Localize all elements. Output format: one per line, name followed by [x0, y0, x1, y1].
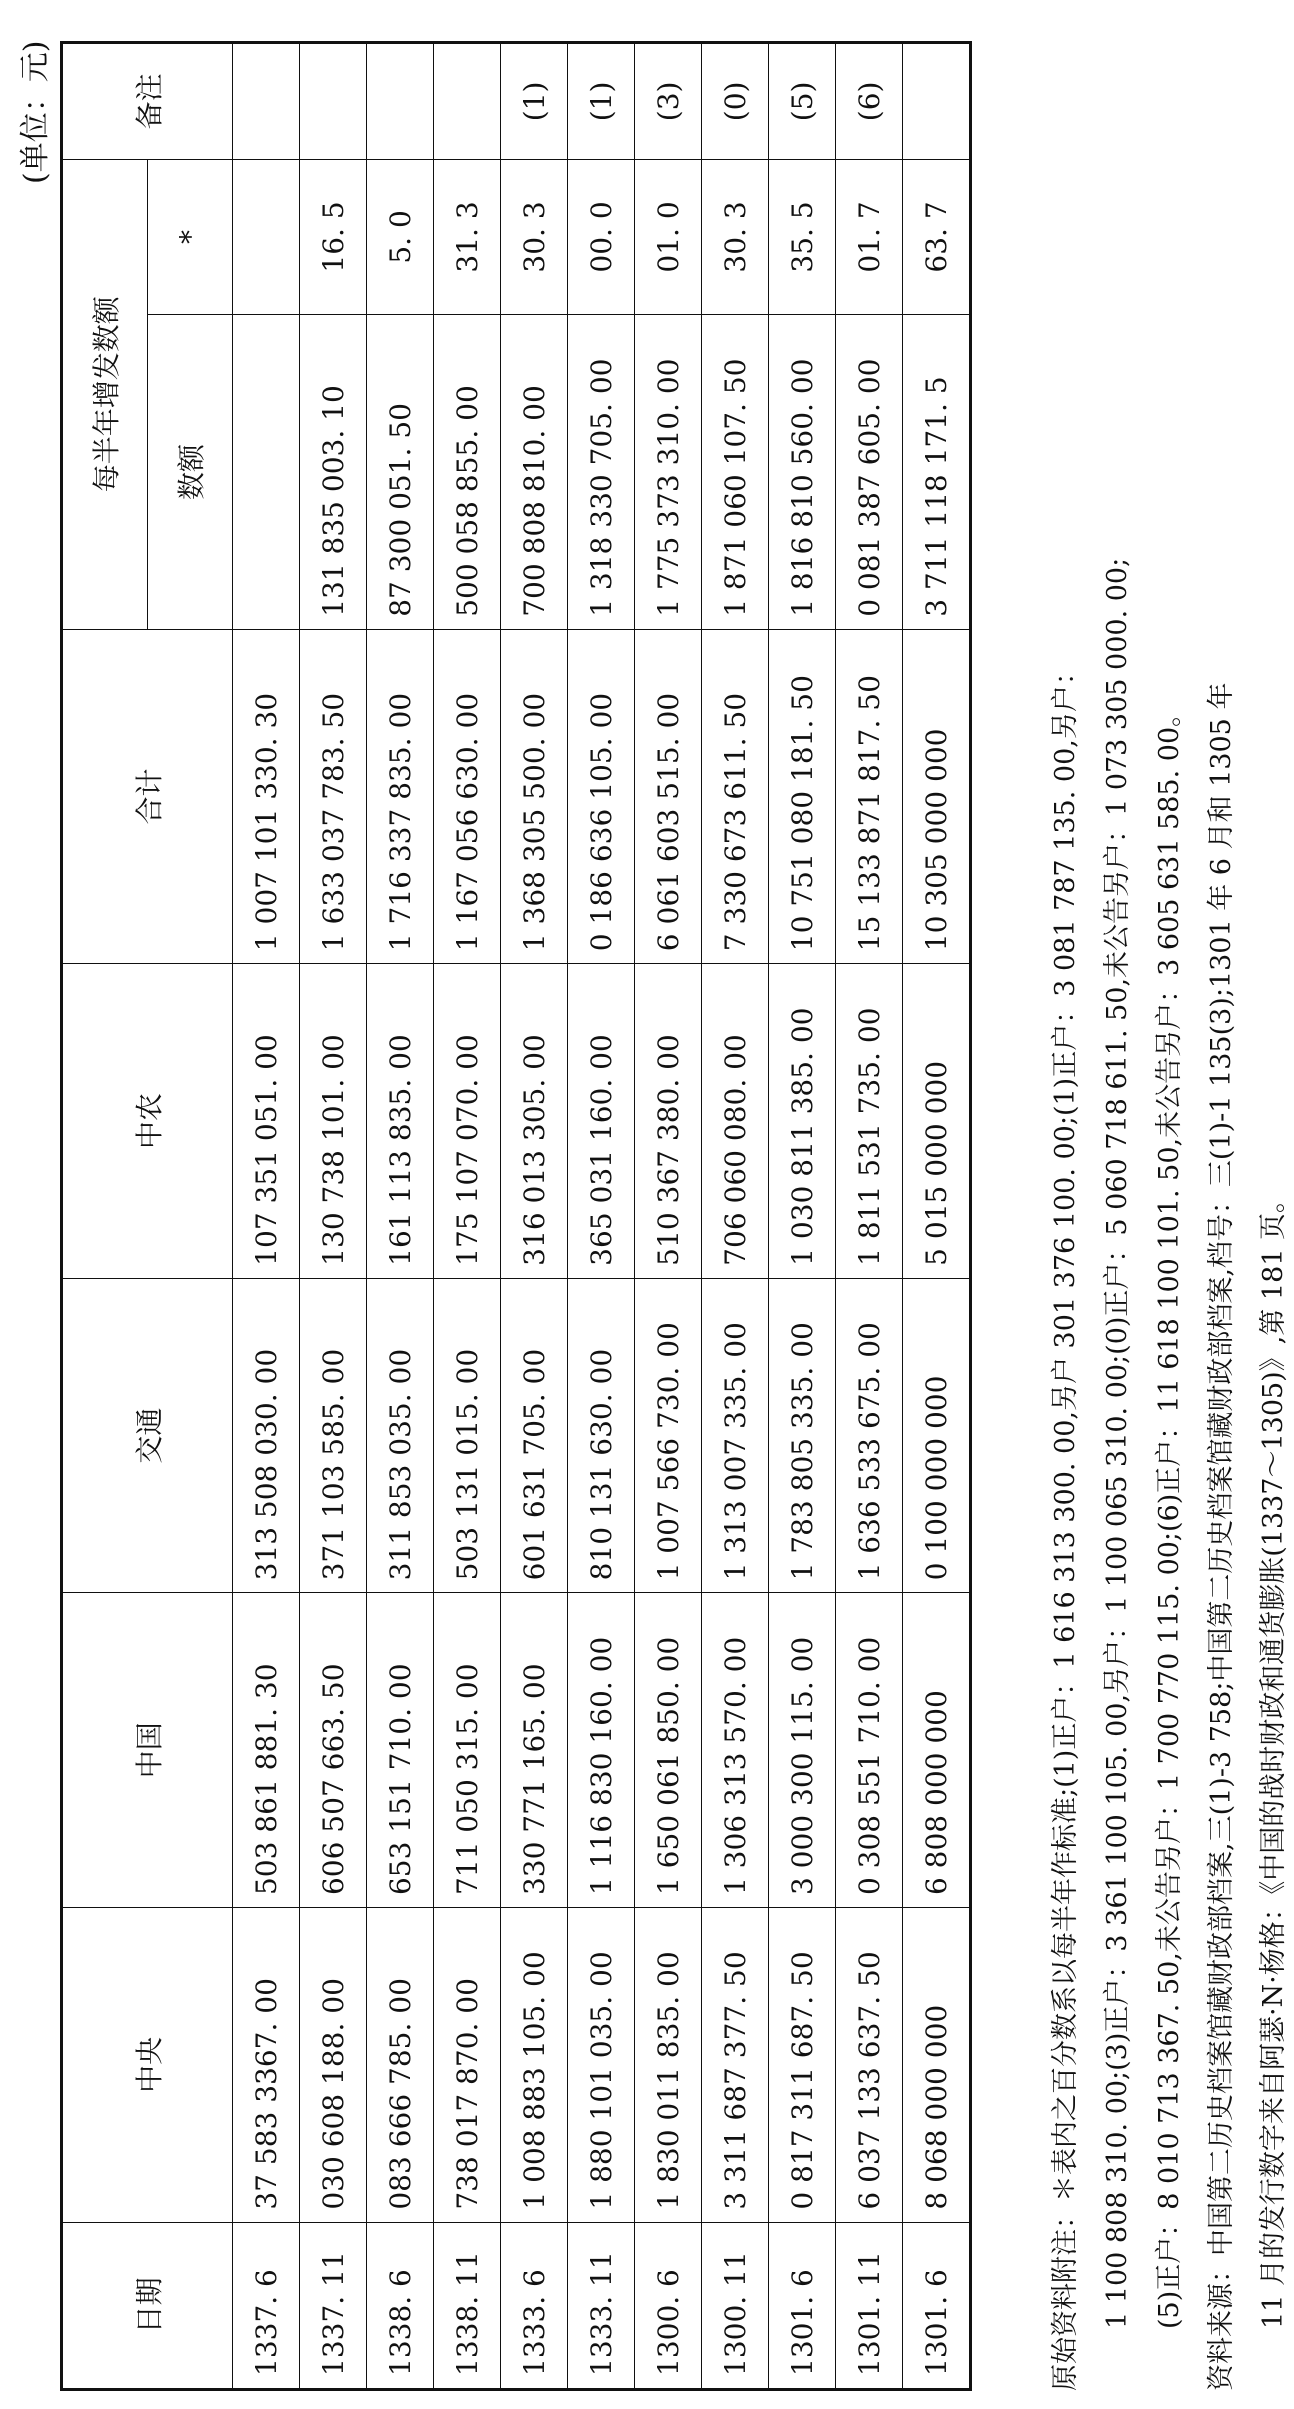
cell-remarks: (1)	[568, 43, 635, 160]
source-line: 11 月的发行数字来自阿瑟·N·杨格：《中国的战时财政和通货膨胀(1337～1305)》,第 181 页。	[1258, 1185, 1289, 2329]
cell-central: 8 068 000 000	[903, 1908, 971, 2223]
cell-amount: 1 871 060 107. 50	[702, 315, 769, 630]
cell-central: 1 880 101 035. 00	[568, 1908, 635, 2223]
cell-communications: 0 100 000 000	[903, 1278, 971, 1593]
unit-label: (单位：元)	[18, 40, 53, 184]
cell-percent: 01. 7	[836, 159, 903, 314]
table-row	[769, 43, 836, 2390]
cell-china: 6 808 000 000	[903, 1593, 971, 1908]
cell-amount: 700 808 810. 00	[501, 315, 568, 630]
header-central: 中央	[62, 1908, 233, 2223]
cell-communications: 1 313 007 335. 00	[702, 1278, 769, 1593]
cell-total: 15 133 871 817. 50	[836, 629, 903, 963]
cell-communications: 810 131 630. 00	[568, 1278, 635, 1593]
table-row	[903, 43, 971, 2390]
cell-percent: 31. 3	[434, 159, 501, 314]
cell-total: 0 186 636 105. 00	[568, 629, 635, 963]
cell-total: 10 305 000 000	[903, 629, 971, 963]
cell-remarks	[434, 43, 501, 160]
cell-total: 1 167 056 630. 00	[434, 629, 501, 963]
header-percent: *	[148, 159, 233, 314]
cell-percent: 5. 0	[367, 159, 434, 314]
cell-amount: 0 081 387 605. 00	[836, 315, 903, 630]
cell-central: 0 817 311 687. 50	[769, 1908, 836, 2223]
cell-central: 030 608 188. 00	[300, 1908, 367, 2223]
cell-china: 606 507 663. 50	[300, 1593, 367, 1908]
footnote-line: 1 100 808 310. 00;(3)正户：3 361 100 105. 00,另户：1 100 065 310. 00;(0)正户：5 060 718 611. 50,未公告另户：1 073 305 000. 00;	[1102, 557, 1133, 2329]
cell-total: 1 716 337 835. 00	[367, 629, 434, 963]
cell-amount: 131 835 003. 10	[300, 315, 367, 630]
cell-remarks: (0)	[702, 43, 769, 160]
cell-remarks: (1)	[501, 43, 568, 160]
cell-amount	[233, 315, 300, 630]
cell-amount: 1 318 330 705. 00	[568, 315, 635, 630]
cell-farmers: 365 031 160. 00	[568, 964, 635, 1279]
cell-date: 1337. 11	[300, 2222, 367, 2389]
cell-china: 0 308 551 710. 00	[836, 1593, 903, 1908]
cell-amount: 3 711 118 171. 5	[903, 315, 971, 630]
cell-china: 1 650 061 850. 00	[635, 1593, 702, 1908]
cell-farmers: 175 107 070. 00	[434, 964, 501, 1279]
cell-amount: 1 775 373 310. 00	[635, 315, 702, 630]
cell-communications: 503 131 015. 00	[434, 1278, 501, 1593]
cell-farmers: 706 060 080. 00	[702, 964, 769, 1279]
cell-date: 1301. 11	[836, 2222, 903, 2389]
cell-china: 1 116 830 160. 00	[568, 1593, 635, 1908]
cell-communications: 601 631 705. 00	[501, 1278, 568, 1593]
cell-total: 1 633 037 783. 50	[300, 629, 367, 963]
cell-china: 503 861 881. 30	[233, 1593, 300, 1908]
cell-amount: 500 058 855. 00	[434, 315, 501, 630]
header-total: 合计	[62, 629, 233, 963]
cell-china: 711 050 315. 00	[434, 1593, 501, 1908]
cell-farmers: 161 113 835. 00	[367, 964, 434, 1279]
cell-remarks	[903, 43, 971, 160]
source-line: 资料来源：中国第二历史档案馆藏财政部档案,三(1)-3 758;中国第二历史档案馆藏财政部档案,档号：三(1)-1 135(3);1301 年 6 月和 1305 年	[1206, 682, 1237, 2391]
cell-farmers: 1 811 531 735. 00	[836, 964, 903, 1279]
cell-farmers: 316 013 305. 00	[501, 964, 568, 1279]
header-china: 中国	[62, 1593, 233, 1908]
table-row	[300, 43, 367, 2390]
cell-farmers: 130 738 101. 00	[300, 964, 367, 1279]
cell-date: 1333. 6	[501, 2222, 568, 2389]
cell-percent: 35. 5	[769, 159, 836, 314]
cell-china: 1 306 313 570. 00	[702, 1593, 769, 1908]
cell-central: 37 583 3367. 00	[233, 1908, 300, 2223]
cell-china: 3 000 300 115. 00	[769, 1593, 836, 1908]
cell-total: 1 007 101 330. 30	[233, 629, 300, 963]
footnote-line: (5)正户：8 010 713 367. 50,未公告另户：1 700 770 115. 00;(6)正户：11 618 100 101. 50,未公告另户：3 605 631 585. 00。	[1154, 699, 1185, 2329]
cell-date: 1337. 6	[233, 2222, 300, 2389]
cell-date: 1338. 11	[434, 2222, 501, 2389]
footnotes	[1040, 41, 1294, 2391]
cell-amount: 1 816 810 560. 00	[769, 315, 836, 630]
cell-remarks: (5)	[769, 43, 836, 160]
cell-central: 083 666 785. 00	[367, 1908, 434, 2223]
cell-total: 1 368 305 500. 00	[501, 629, 568, 963]
table-row	[233, 43, 300, 2390]
cell-date: 1338. 6	[367, 2222, 434, 2389]
data-table	[60, 41, 972, 2391]
cell-date: 1300. 6	[635, 2222, 702, 2389]
cell-amount: 87 300 051. 50	[367, 315, 434, 630]
cell-communications: 371 103 585. 00	[300, 1278, 367, 1593]
cell-remarks: (6)	[836, 43, 903, 160]
footnote-line: 原始资料附注：＊表内之百分数系以每半年作标准;(1)正户：1 616 313 300. 00,另户 301 376 100. 00;(1)正户：3 081 787 135. 00,另户：	[1050, 658, 1081, 2391]
cell-percent: 63. 7	[903, 159, 971, 314]
table-row	[568, 43, 635, 2390]
header-amount: 数额	[148, 315, 233, 630]
cell-central: 738 017 870. 00	[434, 1908, 501, 2223]
cell-total: 10 751 080 181. 50	[769, 629, 836, 963]
cell-communications: 311 853 035. 00	[367, 1278, 434, 1593]
cell-china: 330 771 165. 00	[501, 1593, 568, 1908]
cell-percent: 01. 0	[635, 159, 702, 314]
cell-central: 6 037 133 637. 50	[836, 1908, 903, 2223]
cell-farmers: 510 367 380. 00	[635, 964, 702, 1279]
cell-remarks	[300, 43, 367, 160]
table-row	[434, 43, 501, 2390]
cell-percent	[233, 159, 300, 314]
header-date: 日期	[62, 2222, 233, 2389]
cell-central: 1 830 011 835. 00	[635, 1908, 702, 2223]
cell-total: 7 330 673 611. 50	[702, 629, 769, 963]
cell-central: 1 008 883 105. 00	[501, 1908, 568, 2223]
cell-date: 1301. 6	[769, 2222, 836, 2389]
header-communications: 交通	[62, 1278, 233, 1593]
header-increase: 每半年增发数额	[62, 159, 148, 629]
header-remarks: 备注	[62, 43, 233, 160]
cell-farmers: 1 030 811 385. 00	[769, 964, 836, 1279]
table-row	[635, 43, 702, 2390]
cell-farmers: 5 015 000 000	[903, 964, 971, 1279]
cell-date: 1300. 11	[702, 2222, 769, 2389]
table-row	[702, 43, 769, 2390]
cell-date: 1333. 11	[568, 2222, 635, 2389]
cell-date: 1301. 6	[903, 2222, 971, 2389]
header-farmers: 中农	[62, 964, 233, 1279]
table-row	[501, 43, 568, 2390]
cell-china: 653 151 710. 00	[367, 1593, 434, 1908]
cell-remarks	[233, 43, 300, 160]
cell-communications: 1 636 533 675. 00	[836, 1278, 903, 1593]
cell-percent: 16. 5	[300, 159, 367, 314]
cell-remarks	[367, 43, 434, 160]
cell-communications: 1 007 566 730. 00	[635, 1278, 702, 1593]
table-row	[367, 43, 434, 2390]
cell-communications: 313 508 030. 00	[233, 1278, 300, 1593]
cell-percent: 30. 3	[702, 159, 769, 314]
cell-total: 6 061 603 515. 00	[635, 629, 702, 963]
cell-percent: 30. 3	[501, 159, 568, 314]
cell-farmers: 107 351 051. 00	[233, 964, 300, 1279]
cell-percent: 00. 0	[568, 159, 635, 314]
cell-communications: 1 783 805 335. 00	[769, 1278, 836, 1593]
cell-remarks: (3)	[635, 43, 702, 160]
table-row	[836, 43, 903, 2390]
cell-central: 3 311 687 377. 50	[702, 1908, 769, 2223]
